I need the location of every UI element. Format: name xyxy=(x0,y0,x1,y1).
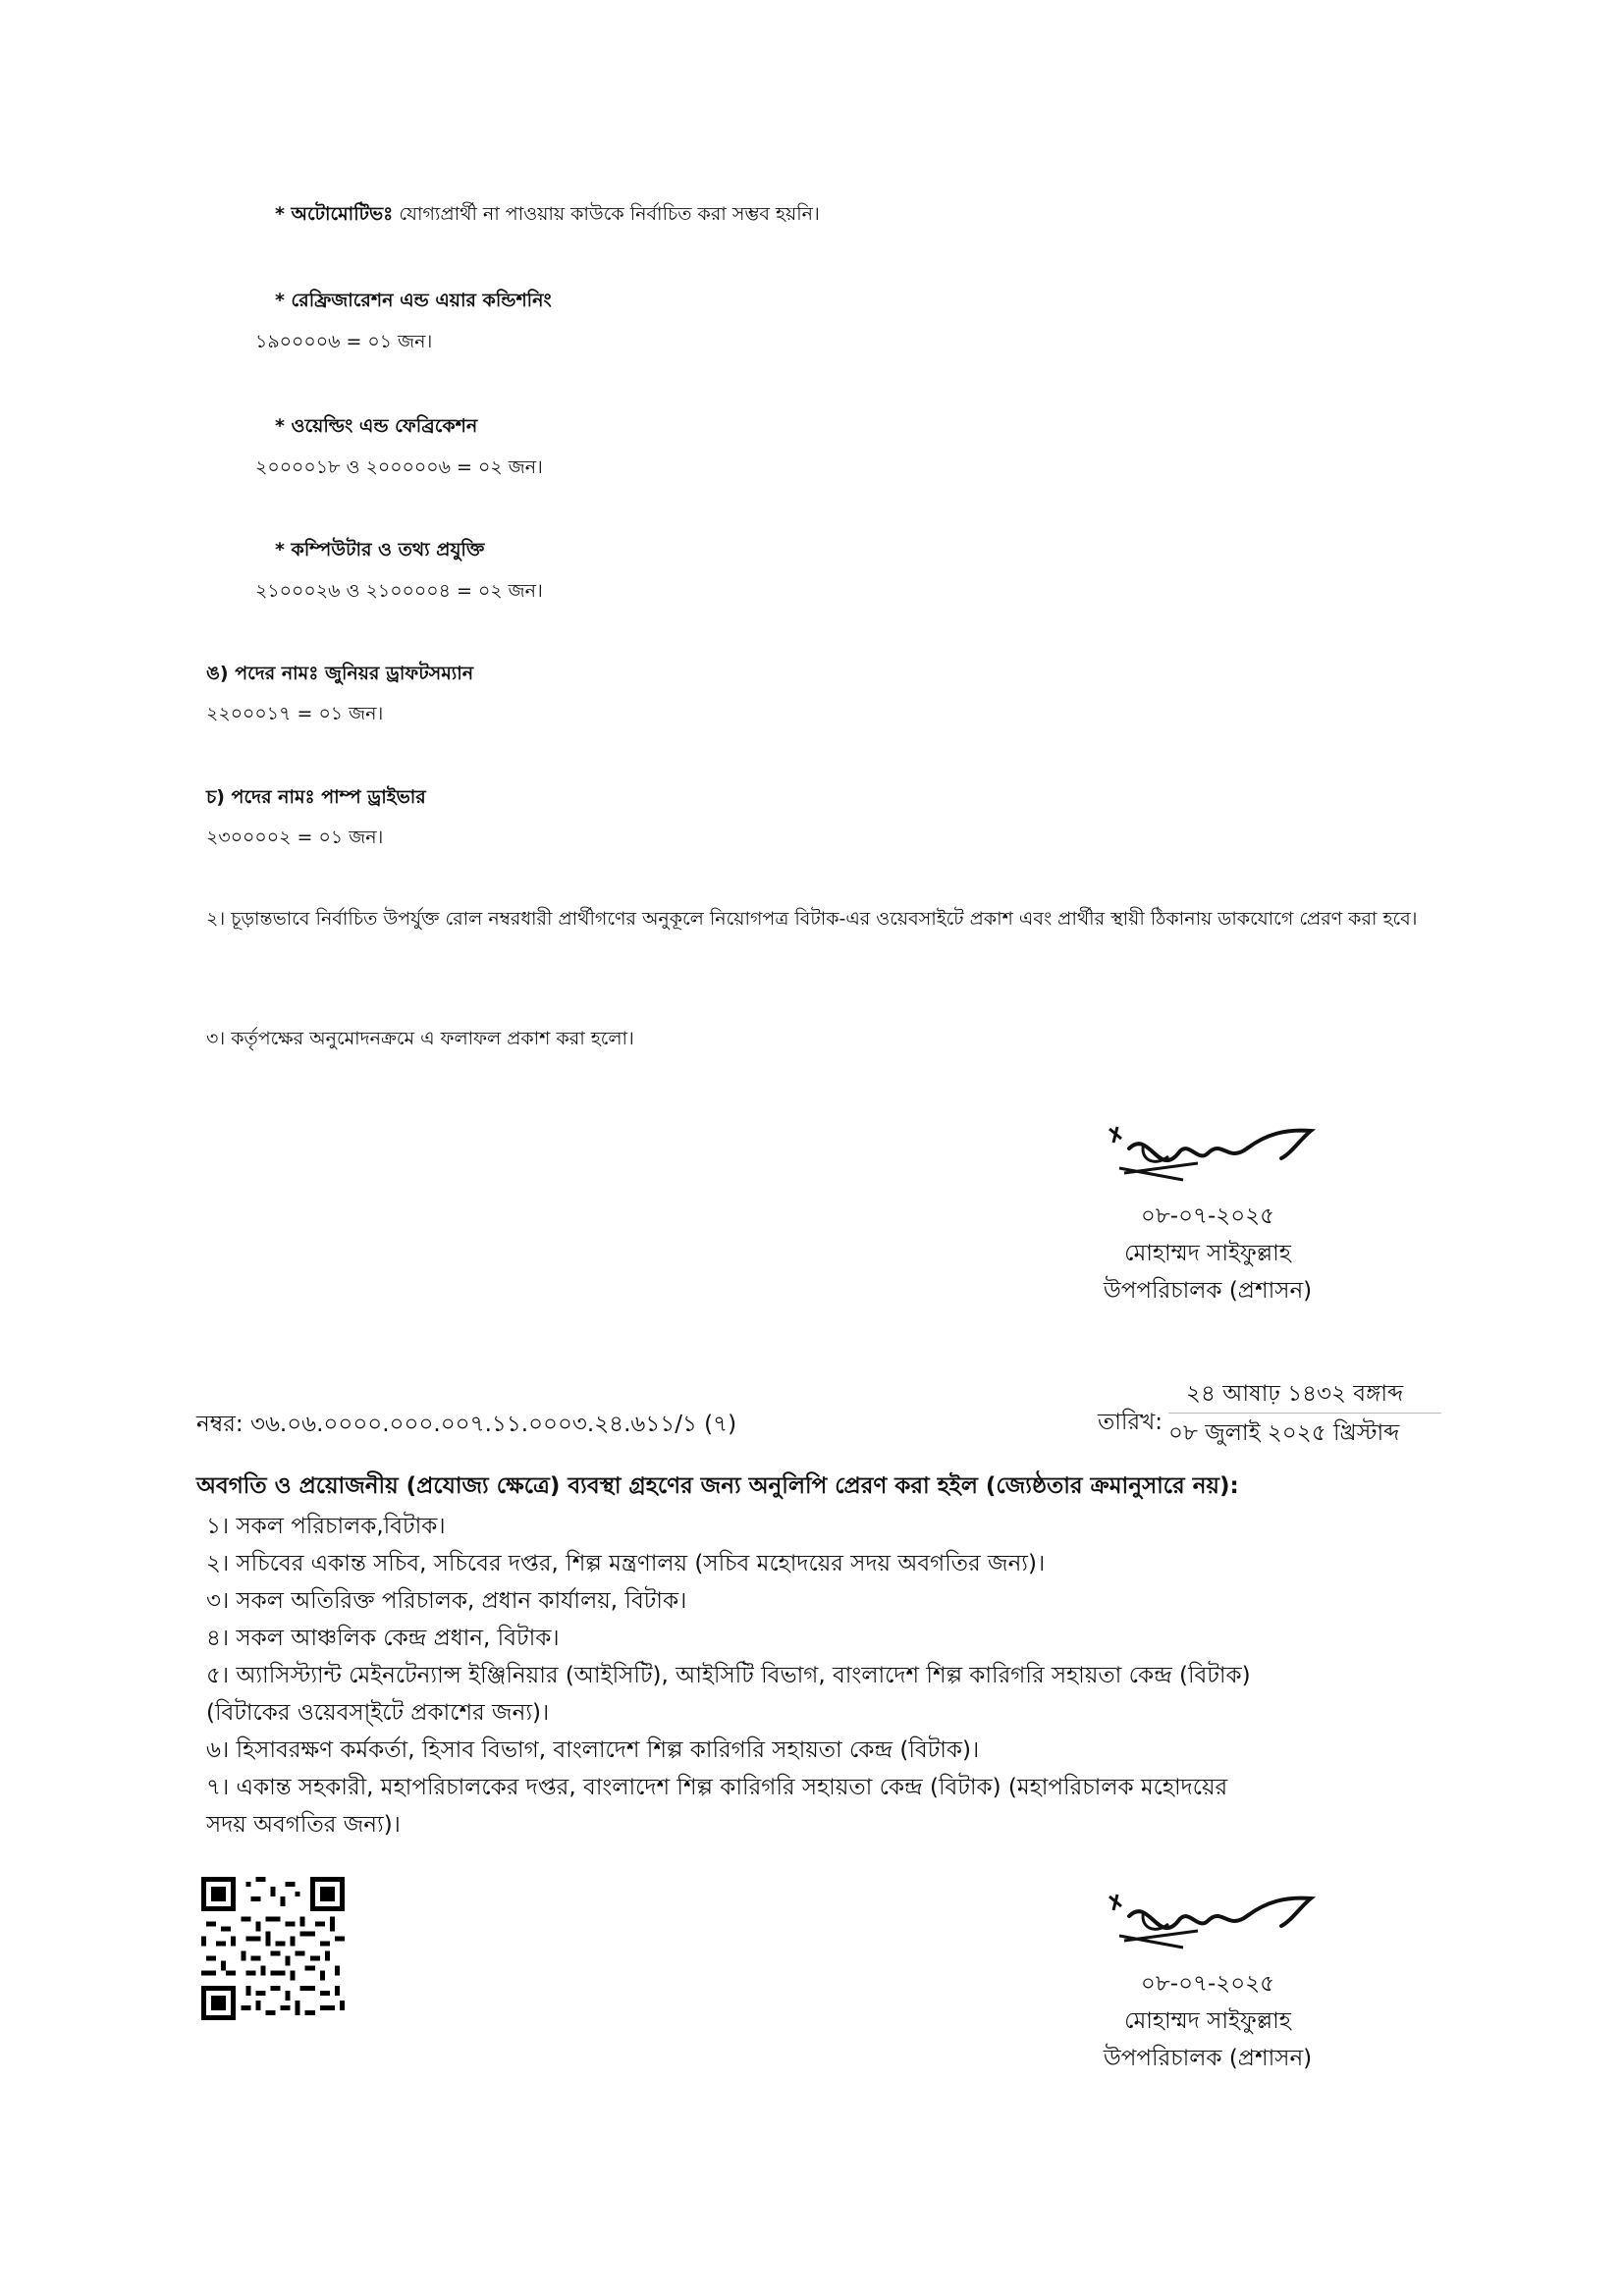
post-f-text: ২৩০০০০২ = ০১ জন। xyxy=(206,827,384,848)
memo-date-bangla: ২৪ আষাঢ় ১৪৩২ বঙ্গাব্দ xyxy=(1186,1381,1404,1407)
post-f-title: চ) পদের নামঃ পাম্প ড্রাইভার xyxy=(206,786,426,808)
automotive-title: * অটোমোটিভঃ xyxy=(275,203,394,225)
signature-date: ০৮-০৭-২০২৫ xyxy=(1140,1203,1275,1229)
welding-title: * ওয়েল্ডিং এন্ড ফেব্রিকেশন xyxy=(275,415,478,437)
copy-item: ২। সচিবের একান্ত সচিব, সচিবের দপ্তর, শিল্প মন্ত্রণালয় (সচিব মহোদয়ের সদয় অবগতির জন্য)। xyxy=(206,1551,1046,1576)
memo-date-english: ০৮ জুলাই ২০২৫ খ্রিস্টাব্দ xyxy=(1168,1420,1400,1446)
copy-item: ১। সকল পরিচালক,বিটাক। xyxy=(206,1514,446,1539)
copy-item: ৭। একান্ত সহকারী, মহাপরিচালকের দপ্তর, বাংলাদেশ শিল্প কারিগরি সহায়তা কেন্দ্র (বিটাক) (মহাপরিচালক মহোদয়ের xyxy=(206,1775,1228,1800)
welding-text: ২০০০০১৮ ও ২০০০০০৬ = ০২ জন। xyxy=(255,456,543,478)
signature-designation: উপপরিচালক (প্রশাসন) xyxy=(1103,1278,1313,1304)
signature-designation: উপপরিচালক (প্রশাসন) xyxy=(1103,2046,1313,2071)
qr-code-icon xyxy=(201,1877,345,2020)
signature-name: মোহাম্মদ সাইফুল্লাহ xyxy=(1124,2008,1291,2034)
automotive-text: যোগ্যপ্রার্থী না পাওয়ায় কাউকে নির্বাচিত করা সম্ভব হয়নি। xyxy=(393,203,820,225)
memo-number: নম্বর: ৩৬.০৬.০০০০.০০০.০০৭.১১.০০০৩.২৪.৬১১/১ (৭) xyxy=(196,1412,737,1437)
copy-item: ৫। অ্যাসিস্ট্যান্ট মেইনটেন্যান্স ইঞ্জিনিয়ার (আইসিটি), আইসিটি বিভাগ, বাংলাদেশ শিল্প কারিগরি সহায়তা কেন্দ্র (বিটাক) xyxy=(206,1663,1251,1688)
automotive-line xyxy=(275,200,820,232)
copy-item: সদয় অবগতির জন্য)। xyxy=(206,1812,401,1838)
refrigeration-text: ১৯০০০০৬ = ০১ জন। xyxy=(255,331,433,352)
copy-item: ৪। সকল আঞ্চলিক কেন্দ্র প্রধান, বিটাক। xyxy=(206,1626,560,1651)
computer-title: * কম্পিউটার ও তথ্য প্রযুক্তি xyxy=(275,539,485,561)
copy-list xyxy=(206,1508,1251,1843)
post-e-title: ঙ) পদের নামঃ জুনিয়র ড্রাফটসম্যান xyxy=(206,663,474,684)
signature-date: ০৮-০৭-২০২৫ xyxy=(1140,1971,1275,1997)
signature-image xyxy=(1090,1877,1325,1965)
memo-date-label: তারিখ: xyxy=(1098,1410,1163,1435)
memo-date-block xyxy=(1168,1374,1403,1453)
paragraph-3: ৩। কর্তৃপক্ষের অনুমোদনক্রমে এ ফলাফল প্রকাশ করা হলো। xyxy=(206,1028,634,1049)
signature-image xyxy=(1090,1109,1325,1198)
copy-item: (বিটাকের ওয়েবসা্ইটে প্রকাশের জন্য)। xyxy=(206,1700,550,1726)
copy-heading: অবগতি ও প্রয়োজনীয় (প্রযোজ্য ক্ষেত্রে) ব্যবস্থা গ্রহণের জন্য অনুলিপি প্রেরণ করা হইল (জ্যেষ্ঠতার ক্রমানুসারে নয়): xyxy=(196,1473,1239,1499)
post-e-text: ২২০০০১৭ = ০১ জন। xyxy=(206,703,384,724)
copy-item: ৬। হিসাবরক্ষণ কর্মকর্তা, হিসাব বিভাগ, বাংলাদেশ শিল্প কারিগরি সহায়তা কেন্দ্র (বিটাক)। xyxy=(206,1737,980,1763)
copy-item: ৩। সকল অতিরিক্ত পরিচালক, প্রধান কার্যালয়, বিটাক। xyxy=(206,1588,687,1614)
computer-text: ২১০০০২৬ ও ২১০০০০৪ = ০২ জন। xyxy=(255,580,543,602)
signature-name: মোহাম্মদ সাইফুল্লাহ xyxy=(1124,1241,1291,1266)
refrigeration-title: * রেফ্রিজারেশন এন্ড এয়ার কন্ডিশনিং xyxy=(275,290,552,311)
paragraph-2: ২। চূড়ান্তভাবে নির্বাচিত উপর্যুক্ত রোল নম্বরধারী প্রার্থীগণের অনুকূলে নিয়োগপত্র বিটাক-এর ওয়েবসাইটে প্রকাশ এবং প্রার্থীর স্থায়ী ঠিকানায় ডাকযোগে প্রেরণ করা হবে। xyxy=(206,908,1418,930)
signature-block-2 xyxy=(1060,1877,1355,2077)
date-divider xyxy=(1168,1413,1441,1414)
signature-block-1 xyxy=(1060,1109,1355,1309)
